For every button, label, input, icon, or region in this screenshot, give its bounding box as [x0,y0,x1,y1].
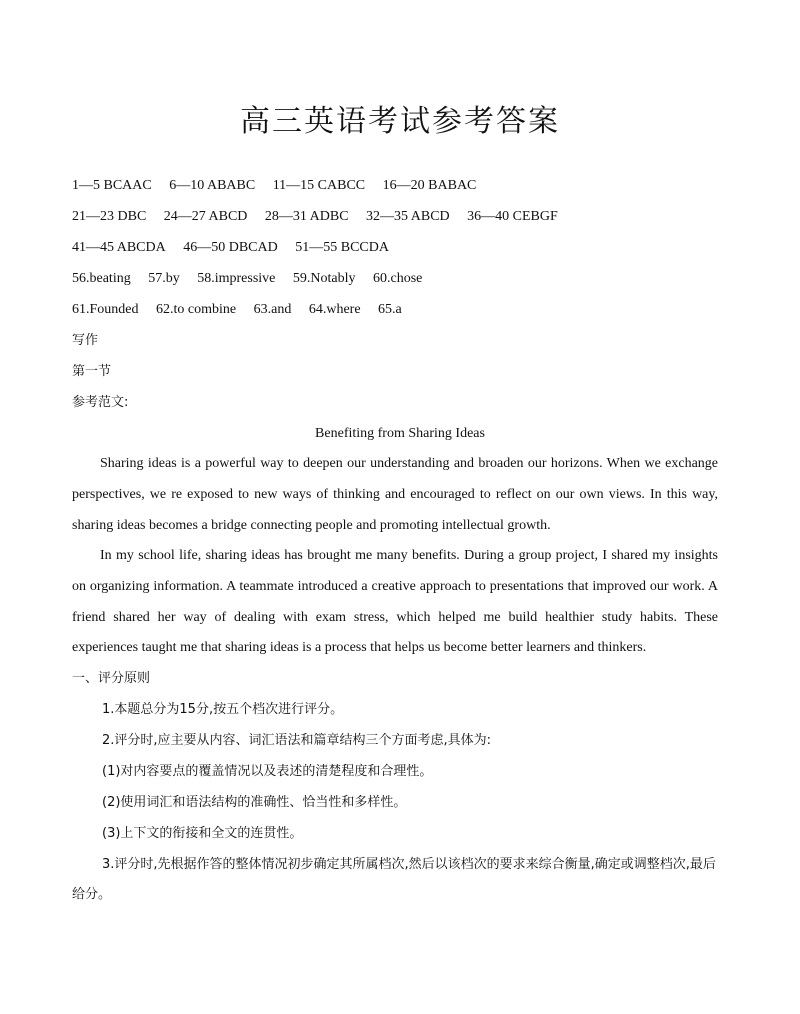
answer-group: 28—31 ADBC [264,209,349,224]
answer-group: 16—20 BABAC [382,178,477,193]
sample-essay-label: 参考范文: [72,395,129,410]
answer-group: 36—40 CEBGF [467,209,558,224]
answer-row-2 [72,208,572,226]
essay-paragraph-2: In my school life, sharing ideas has brought me many benefits. During a group project, I shared my insights on organizing information. A teammate introduced a creative approach to presentations that improved our work. A friend shared her way of dealing with exam stress, which helped me build healthier study habits. These experiences taught me that sharing ideas is a process that helps us become better learners and thinkers. [72,548,718,656]
answer-item: 61.Founded [72,302,139,317]
grading-item-2b: (2)使用词汇和语法结构的准确性、恰当性和多样性。 [102,795,407,810]
grading-item-2a: (1)对内容要点的覆盖情况以及表述的清楚程度和合理性。 [102,764,433,779]
grading-item-1: 1.本题总分为15分,按五个档次进行评分。 [102,702,344,717]
answer-item: 57.by [148,271,180,286]
essay-title: Benefiting from Sharing Ideas [315,426,485,441]
document-title: 高三英语考试参考答案 [240,104,560,139]
answer-row-3 [72,239,403,257]
answer-item: 64.where [308,302,361,317]
answer-item: 59.Notably [292,271,356,286]
answer-group: 1—5 BCAAC [72,178,152,193]
answer-group: 21—23 DBC [72,209,147,224]
answer-group: 32—35 ABCD [366,209,450,224]
answer-item: 63.and [253,302,292,317]
writing-heading: 写作 [72,333,99,348]
answer-item: 60.chose [372,271,423,286]
answer-group: 24—27 ABCD [163,209,248,224]
answer-item: 65.a [378,302,402,317]
grading-item-2c: (3)上下文的衔接和全文的连贯性。 [102,826,303,841]
answer-row-5 [72,301,416,319]
grading-heading: 一、评分原则 [72,671,151,686]
answer-item: 62.to combine [156,302,237,317]
answer-group: 46—50 DBCAD [183,240,278,255]
answer-group: 11—15 CABCC [272,178,366,193]
grading-item-3: 3.评分时,先根据作答的整体情况初步确定其所属档次,然后以该档次的要求来综合衡量,确定或调整档次,最后给分。 [72,857,716,902]
answer-item: 56.beating [72,271,131,286]
answer-group: 41—45 ABCDA [72,240,166,255]
answer-row-4 [72,270,436,288]
answer-group: 6—10 ABABC [169,178,256,193]
answer-group: 51—55 BCCDA [295,240,389,255]
section-heading: 第一节 [72,364,112,379]
essay-paragraph-1: Sharing ideas is a powerful way to deepen our understanding and broaden our horizons. When we exchange perspectives, we re exposed to new ways of thinking and encouraged to reflect on our own views. In this way, sharing ideas becomes a bridge connecting people and promoting intellectual growth. [72,456,718,533]
grading-item-2: 2.评分时,应主要从内容、词汇语法和篇章结构三个方面考虑,具体为: [102,733,492,748]
answer-item: 58.impressive [197,271,276,286]
answer-row-1 [72,177,490,195]
